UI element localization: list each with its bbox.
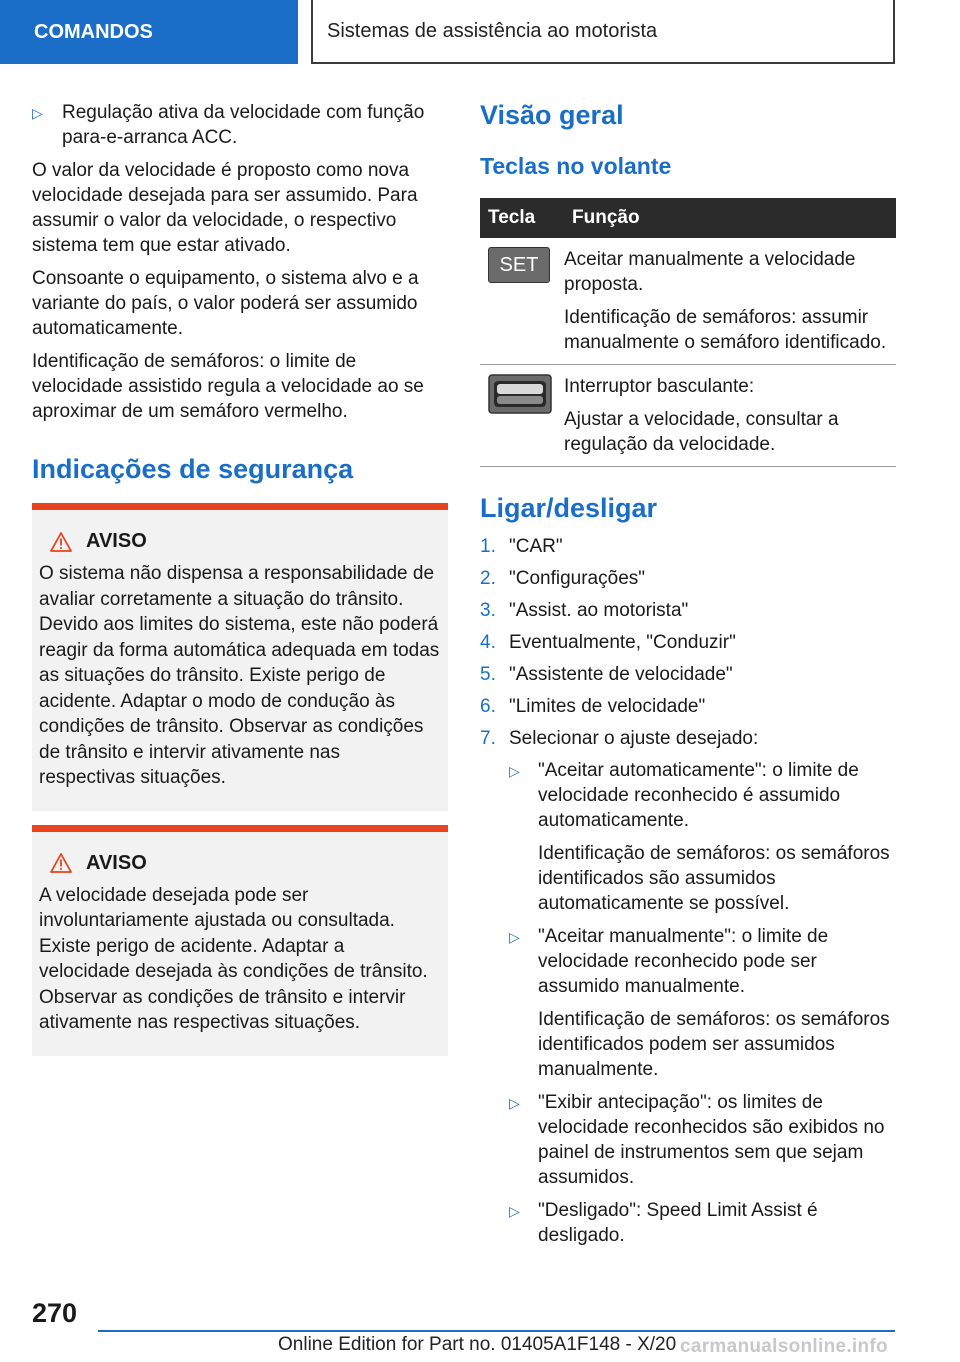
column-header-function: Função [564, 198, 896, 238]
bullet-text: Regulação ativa da velocidade com função para-e-arranca ACC. [62, 102, 425, 148]
step-number: 2. [480, 568, 496, 589]
warning-triangle-icon [50, 532, 72, 552]
warning-triangle-icon [50, 853, 72, 873]
step-text: "CAR" [509, 536, 563, 557]
footer-edition: Online Edition for Part no. 01405A1F148 - X/20 [278, 1334, 677, 1355]
option-item [509, 1198, 896, 1248]
option-text: "Exibir antecipação": os limites de velocidade reconhecidos são exibidos no painel de instrumentos sem que sejam assumidos. [538, 1092, 885, 1188]
option-note: Identificação de semáforos: os semáforos identificados são assumidos automaticamente se possível. [538, 843, 890, 914]
option-text: "Aceitar automaticamente": o limite de velocidade reconhecido é assumido automaticamente. [538, 760, 859, 831]
page-number: 270 [32, 1298, 78, 1328]
set-button-icon [488, 247, 550, 283]
steering-heading: Teclas no volante [480, 153, 672, 179]
key-cell [480, 238, 564, 365]
steering-keys-table [480, 198, 896, 467]
list-item [480, 726, 896, 751]
step-number: 3. [480, 600, 496, 621]
paragraph: Consoante o equipamento, o sistema alvo e a variante do país, o valor poderá ser assumido automaticamente. [32, 268, 419, 339]
step-number: 6. [480, 696, 496, 717]
function-text: Ajustar a velocidade, consultar a regulação da velocidade. [564, 409, 839, 455]
step-number: 1. [480, 536, 496, 557]
option-note: Identificação de semáforos: os semáforos identificados podem ser assumidos manualmente. [538, 1009, 890, 1080]
watermark: carmanualsonline.info [680, 1336, 888, 1357]
table-header-row [480, 198, 896, 238]
step-text: "Assist. ao motorista" [509, 600, 689, 621]
step-number: 5. [480, 664, 496, 685]
chapter-title: Sistemas de assistência ao motorista [311, 0, 895, 64]
key-cell [480, 365, 564, 467]
triangle-bullet-icon: ▷ [32, 105, 43, 121]
rocker-switch-icon [488, 374, 552, 414]
step-number: 7. [480, 728, 496, 749]
step-number: 4. [480, 632, 496, 653]
right-column [480, 100, 896, 1256]
list-item [480, 630, 896, 655]
list-item [480, 662, 896, 687]
table-row [480, 238, 896, 365]
left-column [32, 100, 448, 1056]
triangle-bullet-icon: ▷ [509, 763, 520, 779]
step-text: "Limites de velocidade" [509, 696, 706, 717]
warning-title [39, 530, 440, 553]
list-item [480, 694, 896, 719]
option-text: "Desligado": Speed Limit Assist é desligado. [538, 1200, 818, 1246]
onoff-heading: Ligar/desligar [480, 493, 658, 523]
function-text: Aceitar manualmente a velocidade proposta. [564, 249, 856, 295]
list-item [480, 534, 896, 559]
safety-heading: Indicações de segurança [32, 454, 354, 484]
options-list [509, 758, 896, 1248]
triangle-bullet-icon: ▷ [509, 1203, 520, 1219]
list-item [480, 598, 896, 623]
warning-box [32, 503, 448, 811]
option-text: "Aceitar manualmente": o limite de velocidade reconhecido pode ser assumido manualmente. [538, 926, 829, 997]
step-text: "Configurações" [509, 568, 646, 589]
option-item [509, 758, 896, 833]
step-text: Eventualmente, "Conduzir" [509, 632, 736, 653]
set-key-label: SET [499, 253, 539, 276]
warning-title [39, 852, 440, 875]
option-item [509, 924, 896, 999]
warning-text: A velocidade desejada pode ser involuntariamente ajustada ou consultada. Existe perigo de acidente. Adaptar a velocidade desejada às condições de trânsito. Observar as condições de trânsito e intervir ativamente nas respectivas situações. [39, 884, 428, 1033]
triangle-bullet-icon: ▷ [509, 929, 520, 945]
option-item [509, 1090, 896, 1190]
warning-text: O sistema não dispensa a responsabilidade de avaliar corretamente a situação do trânsito. Devido aos limites do sistema, este não poderá reagir da forma automática adequada em todas as situações do trânsito. Existe perigo de acidente. Adaptar o modo de condução às condições de trânsito. Observar as condições de trânsito e intervir ativamente nas respectivas situações. [39, 563, 440, 788]
paragraph: O valor da velocidade é proposto como nova velocidade desejada para ser assumido. Para assumir o valor da velocidade, o respectivo sistema tem que estar ativado. [32, 160, 418, 256]
column-header-key: Tecla [480, 198, 564, 238]
function-text: Identificação de semáforos: assumir manualmente o semáforo identificado. [564, 307, 887, 353]
function-text: Interruptor basculante: [564, 376, 755, 397]
overview-heading: Visão geral [480, 100, 624, 130]
steps-list [480, 534, 896, 1248]
bullet-item [32, 100, 448, 150]
warning-label: AVISO [86, 530, 147, 552]
function-cell [564, 238, 896, 365]
triangle-bullet-icon: ▷ [509, 1095, 520, 1111]
warning-box [32, 825, 448, 1056]
warning-label: AVISO [86, 851, 147, 874]
list-item [480, 566, 896, 591]
function-cell [564, 365, 896, 467]
paragraph: Identificação de semáforos: o limite de velocidade assistido regula a velocidade ao se aproximar de um semáforo vermelho. [32, 351, 424, 422]
step-text: Selecionar o ajuste desejado: [509, 728, 759, 749]
footer-divider [98, 1330, 895, 1332]
table-row [480, 365, 896, 467]
section-tab: COMANDOS [0, 0, 298, 64]
step-text: "Assistente de velocidade" [509, 664, 733, 685]
